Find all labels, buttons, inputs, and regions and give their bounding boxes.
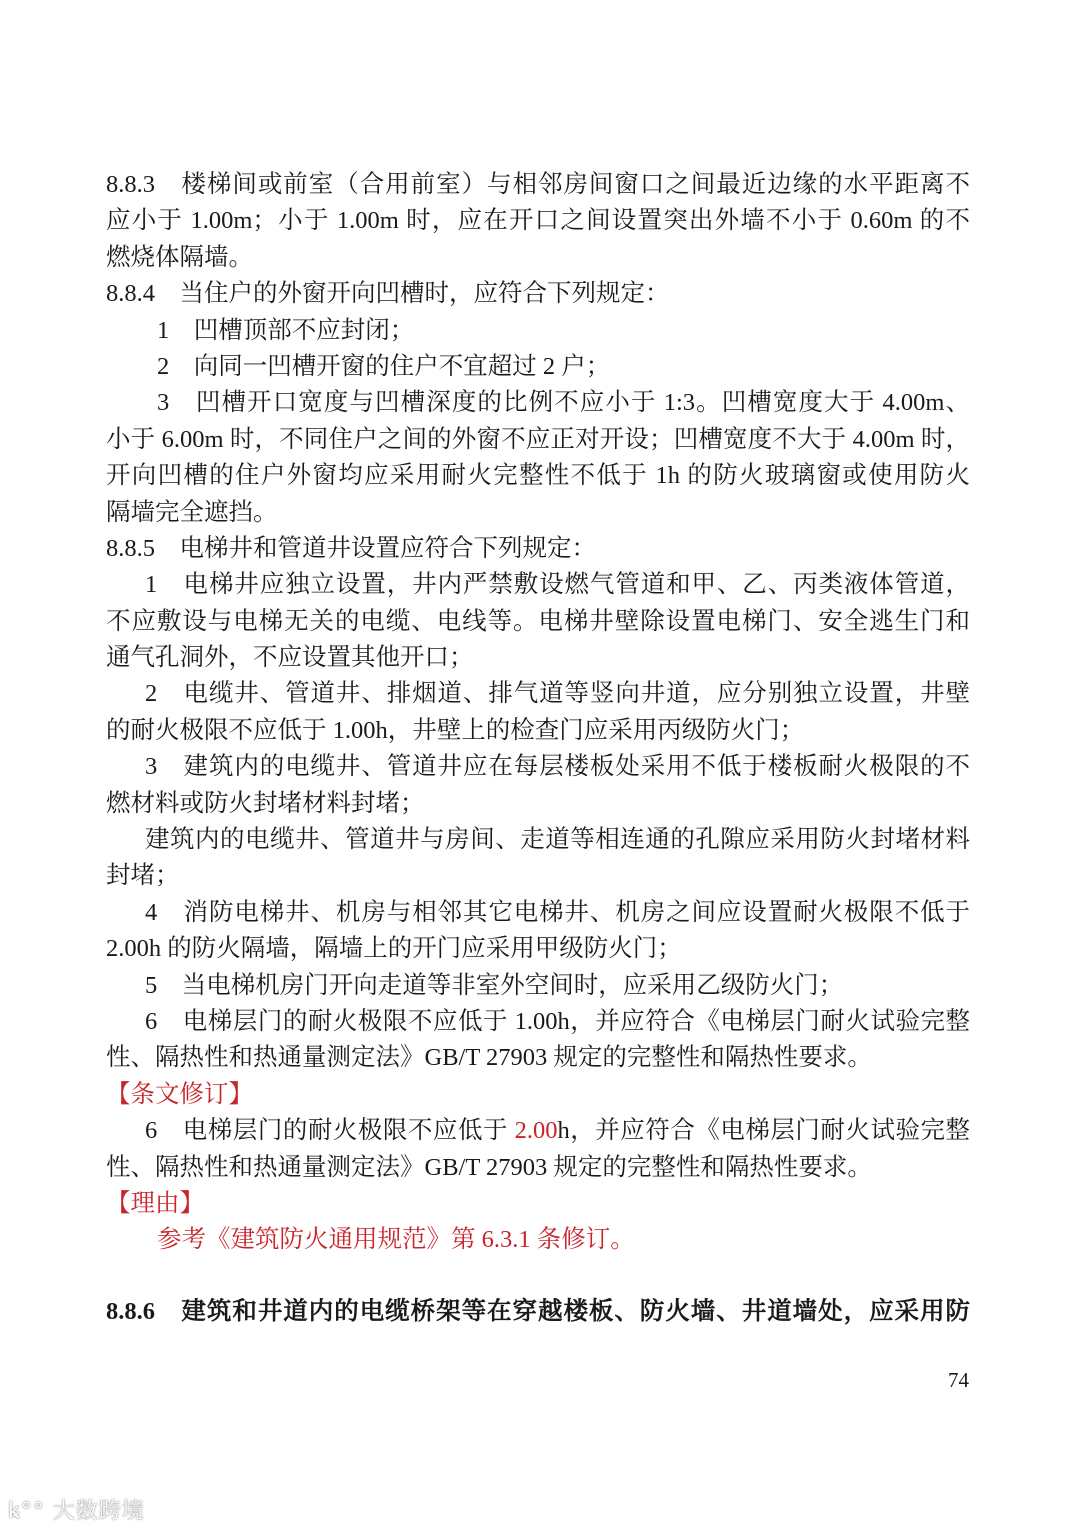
- list-item: 2 向同一凹槽开窗的住户不宜超过 2 户；: [157, 352, 611, 380]
- text-line: 通气孔洞外，不应设置其他开口；: [106, 644, 474, 672]
- list-item: 4 消防电梯井、机房与相邻其它电梯井、机房之间应设置耐火极限不低于: [145, 898, 970, 926]
- list-item: 6 电梯层门的耐火极限不应低于 1.00h，并应符合《电梯层门耐火试验完整: [145, 1007, 970, 1035]
- text-line: 开向凹槽的住户外窗均应采用耐火完整性不低于 1h 的防火玻璃窗或使用防火: [106, 462, 970, 490]
- text-line: 不应敷设与电梯无关的电缆、电线等。电梯井壁除设置电梯门、安全逃生门和: [106, 607, 970, 635]
- list-item: 3 凹槽开口宽度与凹槽深度的比例不应小于 1:3。凹槽宽度大于 4.00m、: [157, 389, 970, 417]
- text-line: 应小于 1.00m；小于 1.00m 时，应在开口之间设置突出外墙不小于 0.60m 的不: [106, 207, 970, 235]
- clause-8-8-3: 8.8.3 楼梯间或前室（合用前室）与相邻房间窗口之间最近边缘的水平距离不: [106, 171, 970, 198]
- list-item: 1 电梯井应独立设置，井内严禁敷设燃气管道和甲、乙、丙类液体管道，: [145, 571, 970, 599]
- revision-heading: 【条文修订】: [106, 1080, 253, 1108]
- clause-8-8-5: 8.8.5 电梯井和管道井设置应符合下列规定：: [106, 534, 596, 562]
- text-line: 封堵；: [106, 862, 180, 890]
- document-body: [106, 167, 970, 1330]
- text-line: 建筑内的电缆井、管道井与房间、走道等相连通的孔隙应采用防火封堵材料: [145, 826, 970, 854]
- text-line: 的耐火极限不应低于 1.00h，井壁上的检查门应采用丙级防火门；: [106, 716, 805, 744]
- text-line: 燃烧体隔墙。: [106, 243, 253, 271]
- list-item: 3 建筑内的电缆井、管道井应在每层楼板处采用不低于楼板耐火极限的不: [145, 753, 970, 781]
- revised-value: 2.00: [514, 1117, 558, 1145]
- clause-8-8-6: 8.8.6 建筑和井道内的电缆桥架等在穿越楼板、防火墙、井道墙处，应采用防: [106, 1297, 970, 1325]
- watermark-logo: [8, 1494, 145, 1525]
- revision-line: 性、隔热性和热通量测定法》GB/T 27903 规定的完整性和隔热性要求。: [106, 1153, 872, 1181]
- page-number: 74: [948, 1368, 969, 1392]
- watermark-icon: ꝃ°°: [8, 1499, 53, 1524]
- text-line: 燃材料或防火封堵材料封堵；: [106, 789, 425, 817]
- reason-heading: 【理由】: [106, 1189, 204, 1217]
- revision-line: [106, 1113, 970, 1149]
- revision-text: h，并应符合《电梯层门耐火试验完整: [557, 1117, 970, 1145]
- reason-text: 参考《建筑防火通用规范》第 6.3.1 条修订。: [157, 1226, 635, 1254]
- text-line: 小于 6.00m 时，不同住户之间的外窗不应正对开设；凹槽宽度不大于 4.00m 时，: [106, 425, 970, 453]
- list-item: 5 当电梯机房门开向走道等非室外空间时，应采用乙级防火门；: [145, 971, 844, 999]
- list-item: 2 电缆井、管道井、排烟道、排气道等竖向井道，应分别独立设置，井壁: [145, 680, 970, 708]
- watermark-text: 大数跨境: [52, 1499, 145, 1524]
- text-line: 隔墙完全遮挡。: [106, 498, 278, 526]
- text-line: 性、隔热性和热通量测定法》GB/T 27903 规定的完整性和隔热性要求。: [106, 1044, 872, 1072]
- revision-text: 6 电梯层门的耐火极限不应低于: [145, 1117, 515, 1145]
- clause-8-8-4: 8.8.4 当住户的外窗开向凹槽时，应符合下列规定：: [106, 280, 670, 308]
- list-item: 1 凹槽顶部不应封闭；: [157, 316, 415, 344]
- text-line: 2.00h 的防火隔墙，隔墙上的开门应采用甲级防火门；: [106, 935, 682, 963]
